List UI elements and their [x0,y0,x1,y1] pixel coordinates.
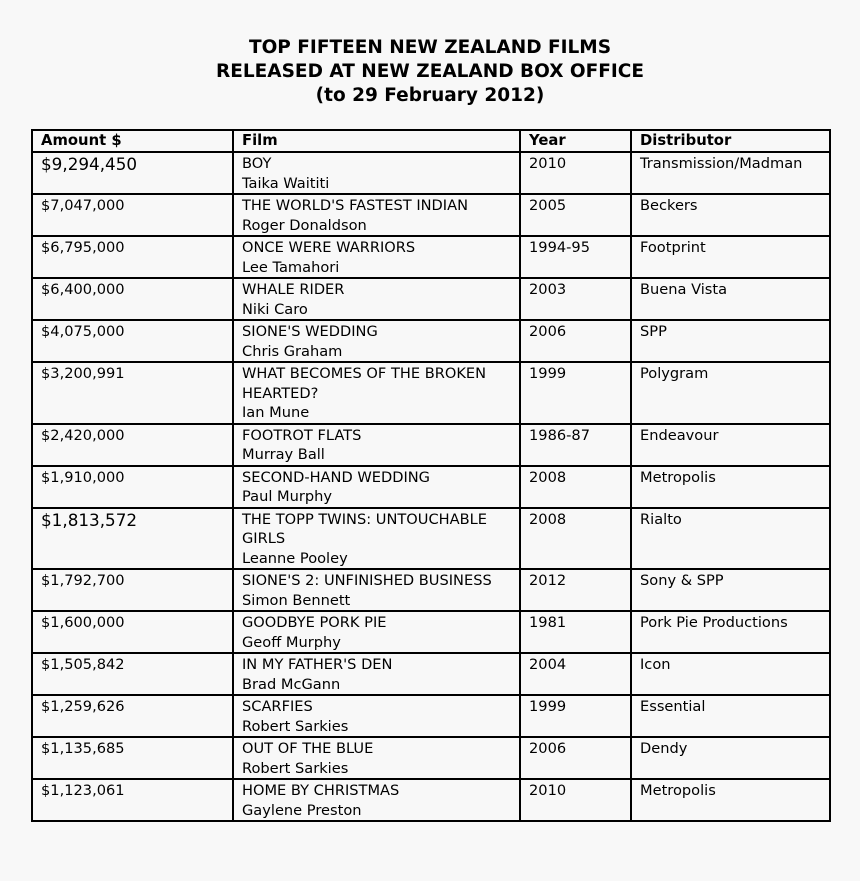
year-cell: 1981 [520,611,631,653]
distributor-cell: Sony & SPP [631,569,830,611]
year-cell: 1999 [520,362,631,424]
film-cell [233,508,520,570]
table-row [32,466,830,508]
title-line-2: RELEASED AT NEW ZEALAND BOX OFFICE [215,61,645,82]
film-director: Robert Sarkies [242,759,349,777]
distributor-cell: Icon [631,653,830,695]
column-header-distributor: Distributor [631,130,830,152]
film-cell [233,236,520,278]
distributor-cell: Pork Pie Productions [631,611,830,653]
distributor-cell: Transmission/Madman [631,152,830,194]
distributor-cell: Polygram [631,362,830,424]
column-header-amount: Amount $ [32,130,233,152]
table-row [32,320,830,362]
film-cell [233,653,520,695]
year-cell: 2006 [520,737,631,779]
film-title: WHALE RIDER [242,281,345,298]
distributor-cell: Rialto [631,508,830,570]
table-row [32,152,830,194]
column-header-film: Film [233,130,520,152]
distributor-cell: Beckers [631,194,830,236]
title-line-1: TOP FIFTEEN NEW ZEALAND FILMS [248,37,612,58]
amount-cell: $6,795,000 [32,236,233,278]
film-director: Chris Graham [242,342,343,360]
year-cell: 2010 [520,152,631,194]
film-title: WHAT BECOMES OF THE BROKEN HEARTED? [242,365,487,402]
table-row [32,653,830,695]
table-row [32,611,830,653]
film-title: IN MY FATHER'S DEN [242,656,393,673]
distributor-cell: Dendy [631,737,830,779]
amount-cell: $7,047,000 [32,194,233,236]
amount-cell: $1,600,000 [32,611,233,653]
film-cell [233,779,520,821]
film-cell [233,194,520,236]
amount-cell: $4,075,000 [32,320,233,362]
table-row [32,695,830,737]
film-title: SCARFIES [242,698,313,715]
table-header-row [32,130,830,152]
box-office-table [31,129,831,822]
amount-cell: $1,135,685 [32,737,233,779]
film-title: SIONE'S 2: UNFINISHED BUSINESS [242,572,492,589]
distributor-cell: Footprint [631,236,830,278]
year-cell: 2006 [520,320,631,362]
distributor-cell: Essential [631,695,830,737]
amount-cell: $1,813,572 [32,508,233,570]
film-cell [233,362,520,424]
film-director: Brad McGann [242,675,341,693]
film-title: THE TOPP TWINS: UNTOUCHABLE GIRLS [242,510,487,547]
distributor-cell: Metropolis [631,466,830,508]
table-row [32,362,830,424]
year-cell: 1986-87 [520,424,631,466]
film-cell [233,320,520,362]
film-title: GOODBYE PORK PIE [242,614,387,631]
film-title: FOOTROT FLATS [242,426,362,444]
amount-cell: $1,505,842 [32,653,233,695]
table-row [32,236,830,278]
year-cell: 2012 [520,569,631,611]
amount-cell: $2,420,000 [32,424,233,466]
table-row [32,779,830,821]
film-title: HOME BY CHRISTMAS [242,782,400,799]
distributor-cell: SPP [631,320,830,362]
film-cell [233,152,520,194]
table-row [32,278,830,320]
film-title: THE WORLD'S FASTEST INDIAN [242,197,469,214]
amount-cell: $1,792,700 [32,569,233,611]
film-cell [233,611,520,653]
film-director: Murray Ball [242,446,325,463]
amount-cell: $9,294,450 [32,152,233,194]
year-cell: 2008 [520,508,631,570]
amount-cell: $1,259,626 [32,695,233,737]
table-row [32,508,830,570]
film-director: Lee Tamahori [242,258,340,276]
film-director: Gaylene Preston [242,801,362,819]
year-cell: 2004 [520,653,631,695]
year-cell: 1999 [520,695,631,737]
year-cell: 2008 [520,466,631,508]
film-director: Taika Waititi [242,174,330,192]
film-title: SIONE'S WEDDING [242,323,378,340]
film-director: Simon Bennett [242,591,351,609]
film-director: Niki Caro [242,300,308,318]
year-cell: 1994-95 [520,236,631,278]
distributor-cell: Buena Vista [631,278,830,320]
year-cell: 2005 [520,194,631,236]
table-body [32,152,830,821]
film-cell [233,466,520,508]
table-row [32,737,830,779]
title-line-3: (to 29 February 2012) [315,85,545,106]
table-row [32,569,830,611]
amount-cell: $6,400,000 [32,278,233,320]
film-title: BOY [242,155,272,172]
document-title [0,36,860,108]
film-cell [233,278,520,320]
film-title: OUT OF THE BLUE [242,740,374,757]
film-title: SECOND-HAND WEDDING [242,468,430,486]
film-cell [233,737,520,779]
film-cell [233,424,520,466]
table-row [32,194,830,236]
film-cell [233,695,520,737]
distributor-cell: Metropolis [631,779,830,821]
film-title: ONCE WERE WARRIORS [242,239,416,256]
film-director: Paul Murphy [242,488,333,505]
film-director: Ian Mune [242,404,310,421]
film-director: Geoff Murphy [242,633,341,651]
film-director: Leanne Pooley [242,549,348,567]
amount-cell: $1,910,000 [32,466,233,508]
year-cell: 2010 [520,779,631,821]
amount-cell: $3,200,991 [32,362,233,424]
film-director: Roger Donaldson [242,216,367,234]
amount-cell: $1,123,061 [32,779,233,821]
film-director: Robert Sarkies [242,717,349,735]
column-header-year: Year [520,130,631,152]
year-cell: 2003 [520,278,631,320]
table-row [32,424,830,466]
distributor-cell: Endeavour [631,424,830,466]
film-cell [233,569,520,611]
